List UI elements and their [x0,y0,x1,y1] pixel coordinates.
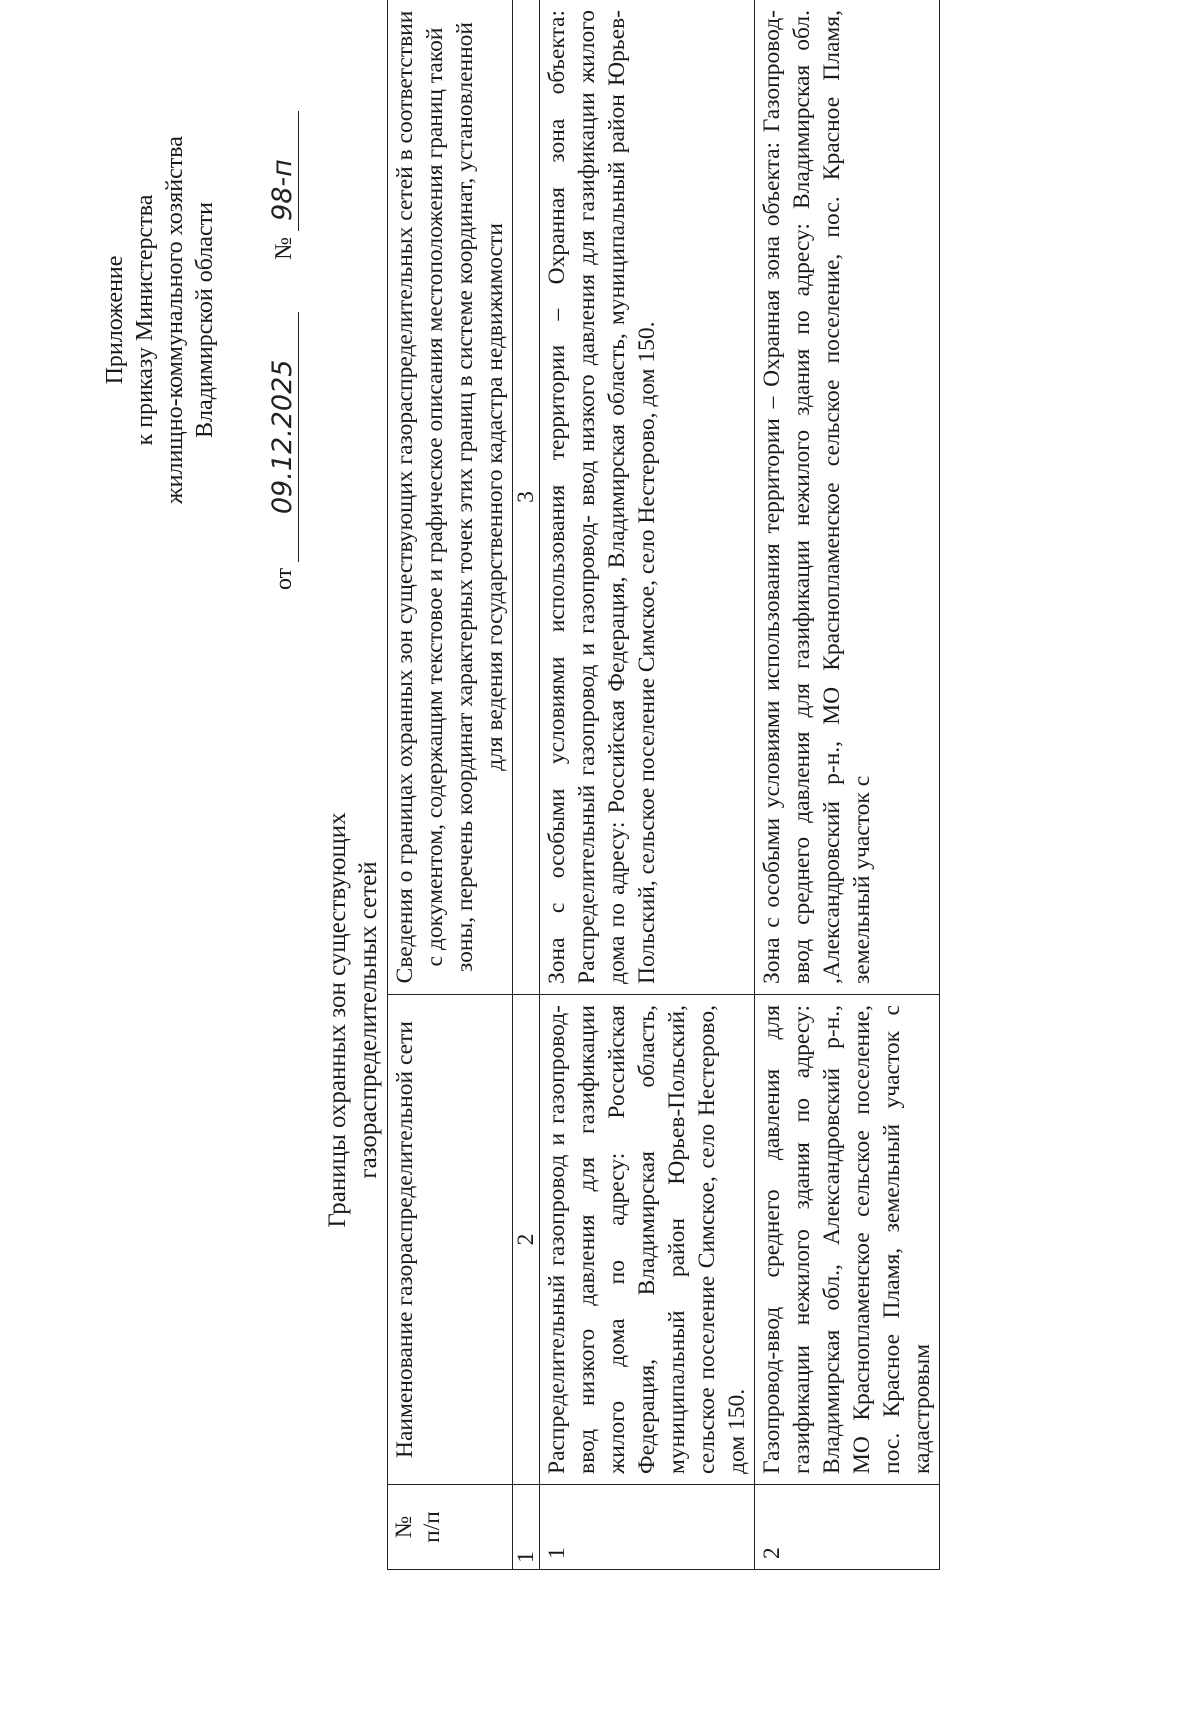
row-network-name: Газопровод-ввод среднего давления для газификации нежилого здания по адресу: Владимирская обл., Александровский р-н., МО Краснопламенское сельское поселение, пос. Красное Пламя, земельный участок с кадастровым [755,995,940,1485]
column-numbers-row [513,0,540,1570]
title-line: газораспределительных сетей [355,861,382,1179]
handwritten-number: 98-п [268,111,299,231]
protection-zones-table [387,0,940,1570]
appendix-line: Приложение [102,255,128,385]
appendix-line: к приказу Министерства [132,194,158,446]
date-prefix: от [271,567,297,590]
document-title [322,760,384,1280]
header-no-line1: № [391,1515,417,1539]
row-zone-info: Зона с особыми условиями использования территории – Охранная зона объекта: Распределительный газопровод и газопровод- ввод низкого давления для газификации жилого дома по адресу: Российская Федерация, Владимирская область, муниципальный район Юрьев-Польский, сельское поселение Симское, село Нестерово, дом 150. [540,0,755,995]
order-date-number [268,30,299,590]
header-cell-number [388,1485,513,1570]
appendix-line: жилищно-коммунального хозяйства [162,136,188,504]
header-cell-name: Наименование газораспределительной сети [388,995,513,1485]
row-number: 1 [540,1485,755,1570]
table-row [755,0,940,1570]
header-cell-info: Сведения о границах охранных зон существующих газораспределительных сетей в соответствии с документом, содержащим текстовое и графическое описания местоположения границ такой зоны, перечень координат характерных точек этих границ в системе координат, установленной для ведения государственного кадастра недвижимости [388,0,513,995]
column-number: 1 [513,1485,540,1570]
appendix-line: Владимирской области [192,202,218,438]
number-prefix: № [271,236,297,260]
table-header-row [388,0,513,1570]
table-row [540,0,755,1570]
row-number: 2 [755,1485,940,1570]
header-no-line2: п/п [419,1511,445,1543]
title-line: Границы охранных зон существующих [324,812,351,1228]
column-number: 3 [513,0,540,995]
appendix-header [100,80,220,560]
row-network-name: Распределительный газопровод и газопровод- ввод низкого давления для газификации жилого дома по адресу: Российская Федерация, Владимирская область, муниципальный район Юрьев-Польский, сельское поселение Симское, село Нестерово, дом 150. [540,995,755,1485]
handwritten-date: 09.12.2025 [268,312,299,562]
row-zone-info: Зона с особыми условиями использования территории – Охранная зона объекта: Газопровод-ввод среднего давления для газификации нежилого здания по адресу: Владимирская обл. ,Александровский р-н., МО Краснопламенское сельское поселение, пос. Красное Пламя, земельный участок с [755,0,940,995]
column-number: 2 [513,995,540,1485]
